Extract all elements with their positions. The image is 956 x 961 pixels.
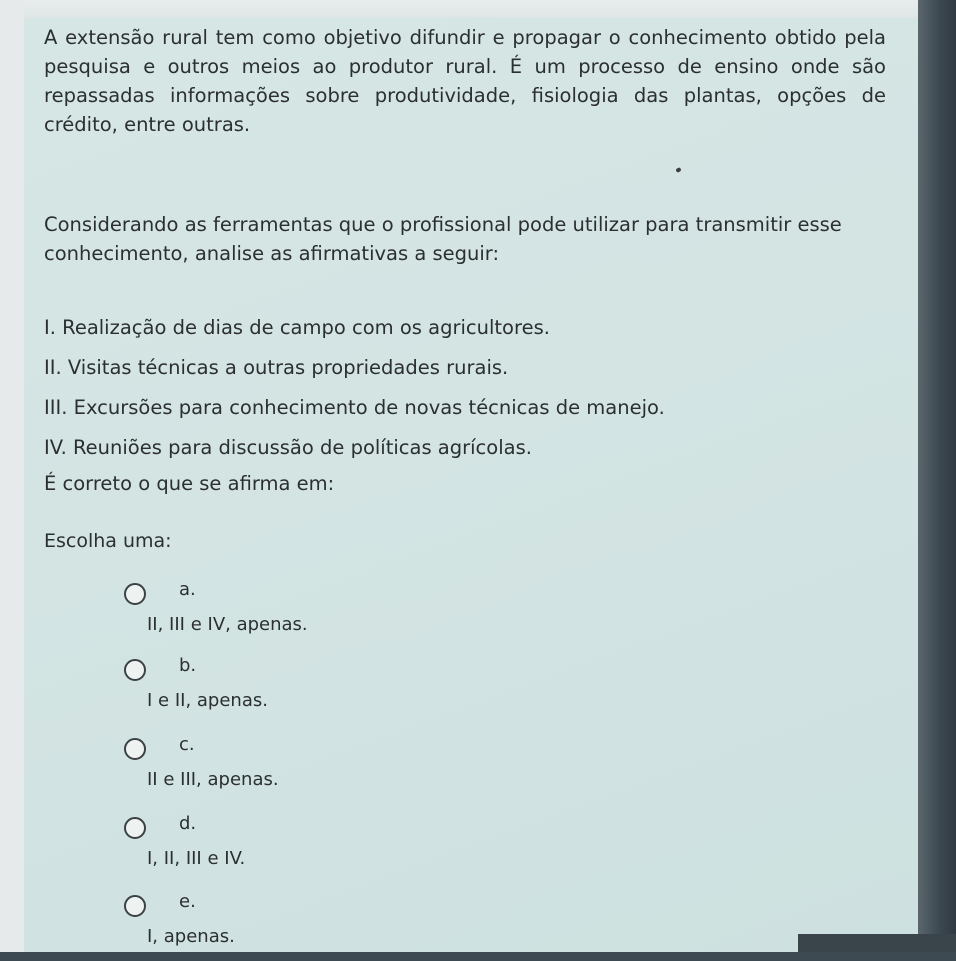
question-intro: A extensão rural tem como objetivo difundir e propagar o conhecimento obtido pela pesquisa e outros meios ao produtor rural. É um processo de ensino onde são repassadas informações sobre produtividade, fisiologia das plantas, opções de crédito, entre outras. [44, 26, 886, 136]
radio-option-b[interactable] [124, 659, 146, 681]
radio-option-c[interactable] [124, 738, 146, 760]
left-edge [0, 0, 24, 952]
option-b[interactable] [124, 649, 524, 725]
option-a-text[interactable]: II, III e IV, apenas. [147, 614, 308, 635]
option-e-text[interactable]: I, apenas. [147, 926, 235, 947]
question-prompt: Considerando as ferramentas que o profissional pode utilizar para transmitir esse conhecimento, analise as afirmativas a seguir: [44, 213, 842, 265]
option-d-letter[interactable]: d. [179, 813, 197, 834]
statement-2: II. Visitas técnicas a outras propriedades rurais. [44, 356, 509, 379]
option-e-letter[interactable]: e. [179, 891, 196, 912]
screen-speck [675, 167, 681, 173]
option-d[interactable] [124, 807, 524, 883]
top-edge [0, 0, 956, 18]
option-c-letter[interactable]: c. [179, 734, 195, 755]
option-b-text[interactable]: I e II, apenas. [147, 690, 268, 711]
statement-4: IV. Reuniões para discussão de políticas agrícolas. [44, 436, 532, 459]
option-d-text[interactable]: I, II, III e IV. [147, 848, 246, 869]
option-c-text[interactable]: II e III, apenas. [147, 769, 279, 790]
statement-3: III. Excursões para conhecimento de novas técnicas de manejo. [44, 396, 665, 419]
option-c[interactable] [124, 728, 524, 804]
option-e[interactable] [124, 885, 524, 961]
statement-1: I. Realização de dias de campo com os agricultores. [44, 316, 550, 339]
radio-option-d[interactable] [124, 817, 146, 839]
option-a[interactable] [124, 573, 524, 649]
choose-label: Escolha uma: [44, 530, 172, 552]
option-b-letter[interactable]: b. [179, 655, 197, 676]
radio-option-a[interactable] [124, 583, 146, 605]
question-ask: É correto o que se afirma em: [44, 472, 335, 495]
right-edge [918, 0, 956, 952]
option-a-letter[interactable]: a. [179, 579, 196, 600]
radio-option-e[interactable] [124, 895, 146, 917]
bottom-right-edge [798, 934, 956, 952]
question-card [24, 18, 918, 952]
